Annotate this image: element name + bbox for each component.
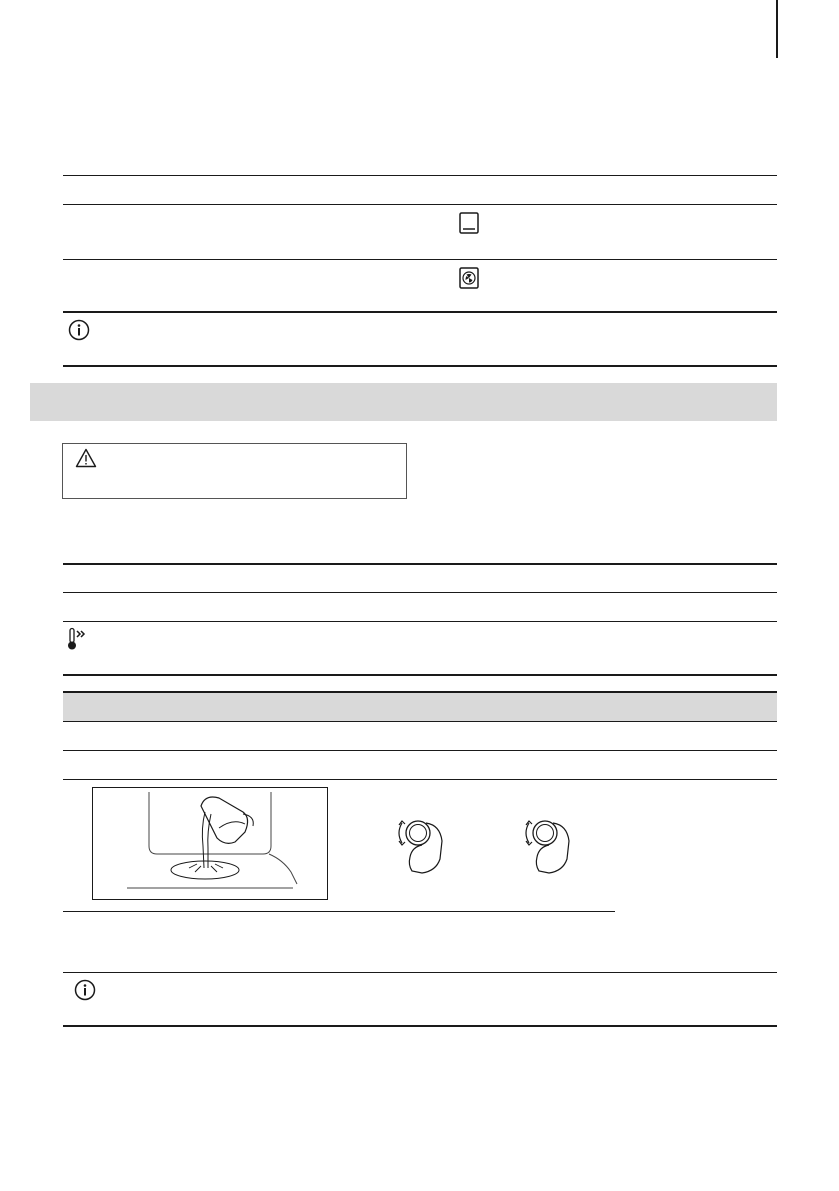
top-heating-icon bbox=[459, 212, 479, 239]
knob-rotate-right-illustration bbox=[515, 811, 577, 882]
table-rule bbox=[63, 779, 777, 780]
thermometer-icon bbox=[66, 627, 92, 656]
pouring-water-illustration bbox=[92, 787, 328, 900]
table-rule bbox=[63, 592, 777, 593]
table-rule bbox=[63, 972, 777, 973]
table-rule bbox=[63, 721, 777, 722]
table-rule bbox=[63, 750, 777, 751]
fan-heating-icon bbox=[459, 267, 479, 294]
table-rule bbox=[63, 674, 777, 676]
info-icon bbox=[74, 979, 96, 1006]
table-rule bbox=[63, 621, 777, 622]
section-header-band bbox=[30, 383, 777, 421]
figure-rule bbox=[63, 911, 615, 912]
table-rule bbox=[63, 311, 777, 313]
page-bookmark-line bbox=[776, 0, 778, 58]
knob-rotate-left-illustration bbox=[388, 811, 450, 882]
table-rule bbox=[63, 259, 777, 260]
table-rule bbox=[63, 1025, 777, 1027]
warning-icon bbox=[75, 448, 97, 473]
table-rule bbox=[63, 365, 777, 367]
table-header-band bbox=[63, 693, 777, 721]
table-rule bbox=[63, 204, 777, 205]
table-rule bbox=[63, 175, 777, 176]
warning-box bbox=[62, 443, 407, 499]
info-icon bbox=[68, 319, 90, 346]
table-rule bbox=[63, 563, 777, 565]
